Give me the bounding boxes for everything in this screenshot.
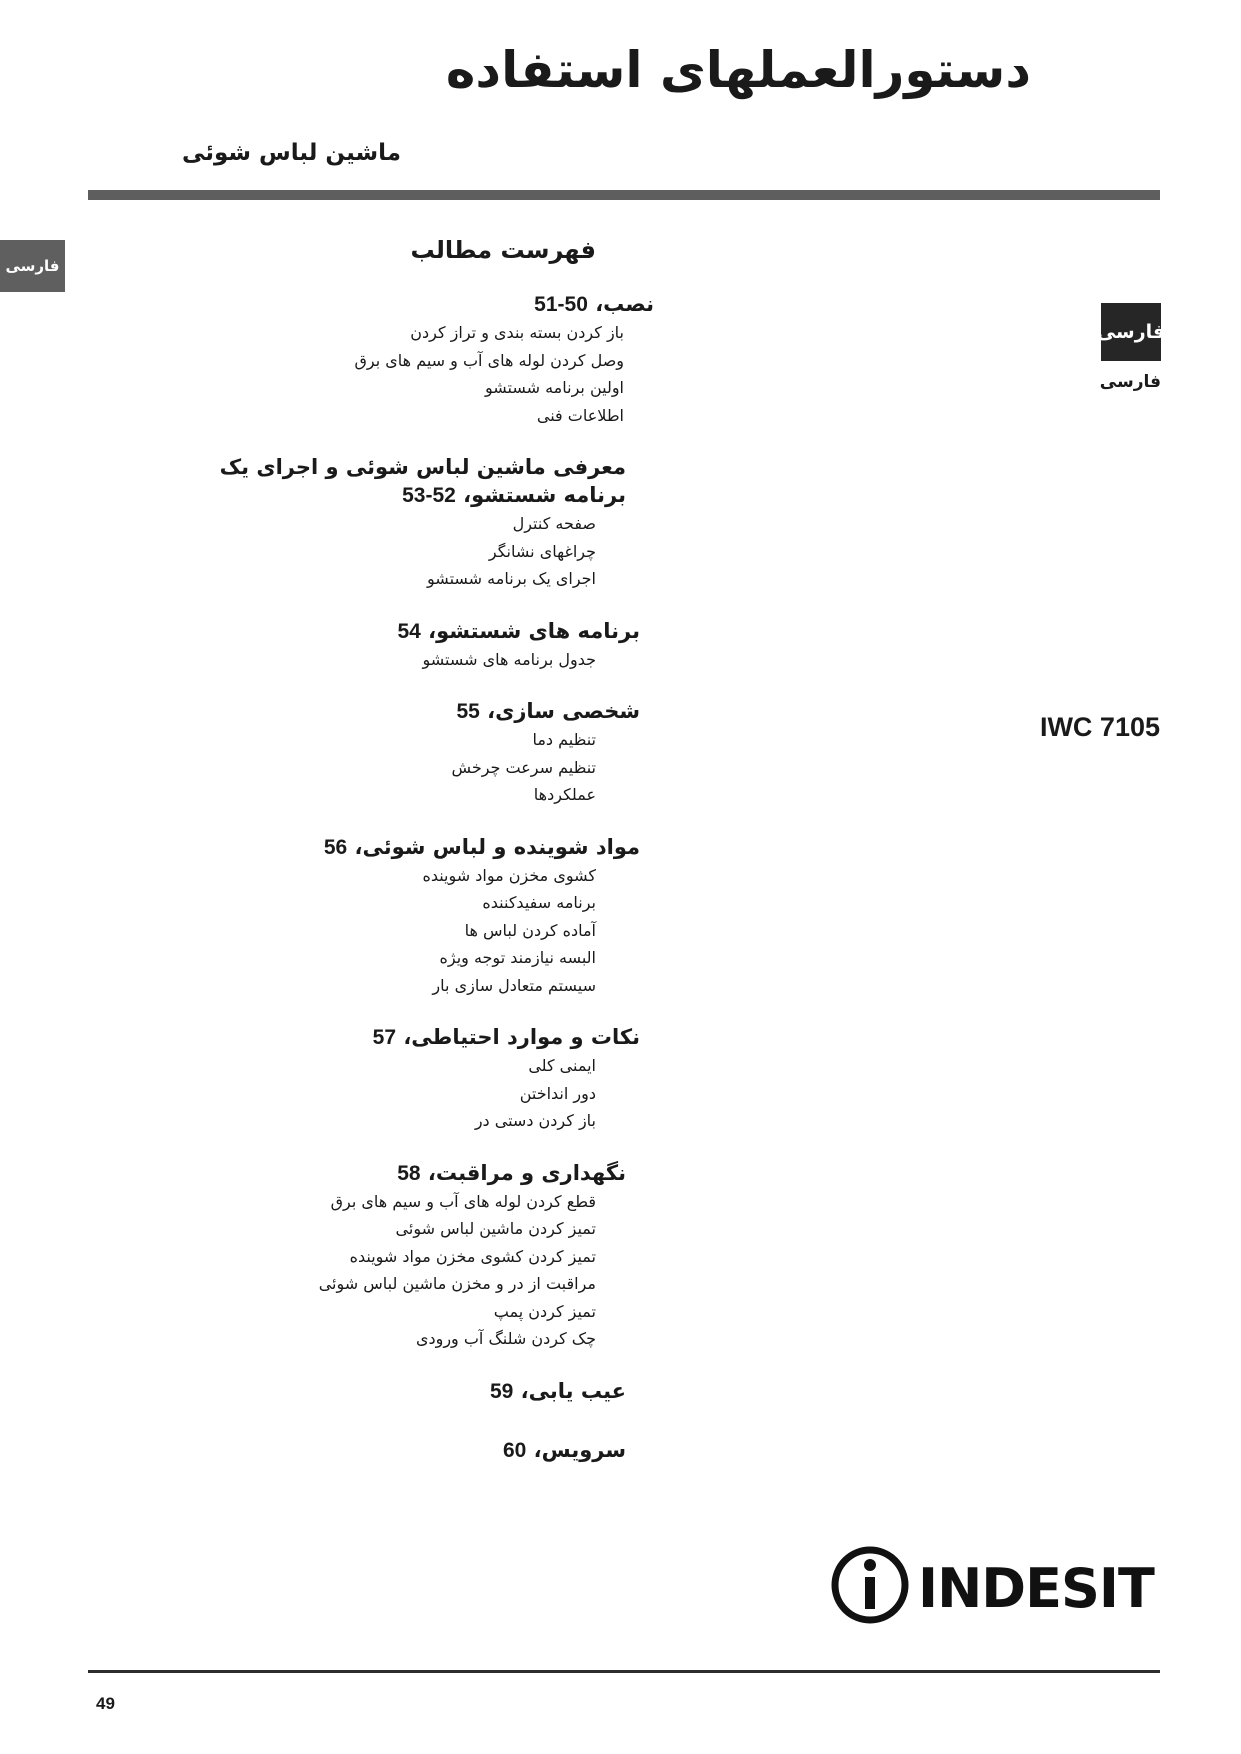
toc-item: باز کردن دستی در [474,1111,596,1130]
toc-item: اجرای یک برنامه شستشو [427,569,596,588]
toc-item: برنامه سفیدکننده [482,893,596,912]
toc-section-page: 54 [397,619,421,643]
page-number: 49 [96,1694,115,1713]
toc-item: وصل کردن لوله های آب و سیم های برق [354,350,624,370]
toc-section-title: برنامه های شستشو، 54 [397,618,640,643]
toc-items [26,510,626,593]
toc-item: مراقبت از در و مخزن ماشین لباس شوئی [318,1274,596,1293]
document-title: دستورالعملهای استفاده [445,41,1031,99]
toc-items [26,862,640,1000]
toc-items [26,646,640,674]
toc-items [26,319,654,429]
toc-item: ایمنی کلی [528,1056,596,1075]
document-subtitle: ماشین لباس شوئی [182,140,401,166]
toc-section-title: نکات و موارد احتیاطی، 57 [372,1025,640,1049]
toc-item: باز کردن بسته بندی و تراز کردن [410,323,624,342]
toc-section-title: عیب یابی، 59 [489,1378,626,1403]
toc-section-page: 57 [372,1026,397,1049]
toc-item: تمیز کردن ماشین لباس شوئی [395,1219,596,1238]
toc-section-page: 59 [489,1379,514,1403]
toc-item: عملکردها [533,785,596,804]
table-of-contents [26,290,654,1489]
toc-section-page: 56 [323,835,348,859]
toc-item: تنظیم سرعت چرخش [451,757,596,777]
toc-item: کشوی مخزن مواد شوینده [422,865,596,885]
footer-divider [88,1670,1160,1673]
toc-item: البسه نیازمند توجه ویژه [439,948,596,967]
language-side-tab: فارسی [0,240,65,292]
toc-section [26,833,640,1000]
toc-section [26,1436,626,1465]
toc-item: تنظیم دما [532,730,596,749]
toc-section-page: 58 [397,1161,421,1185]
toc-section [26,617,640,674]
toc-item: چک کردن شلنگ آب ورودی [415,1329,596,1348]
toc-section-title: نگهداری و مراقبت، 58 [397,1160,626,1185]
toc-items [26,1188,626,1353]
toc-items [26,726,640,809]
toc-item: تمیز کردن پمپ [493,1301,596,1321]
toc-section-title: شخصی سازی، 55 [456,699,640,723]
toc-item: اولین برنامه شستشو [484,378,624,397]
toc-section [26,1377,626,1406]
toc-item: آماده کردن لباس ها [464,920,596,940]
toc-section [26,290,654,429]
toc-item: اطلاعات فنی [536,405,624,425]
header-divider [88,190,1160,200]
toc-section-title: نصب، 50-51 [534,292,654,316]
toc-section-title: سرویس، 60 [503,1437,626,1462]
toc-item: صفحه کنترل [512,514,596,533]
toc-item: قطع کردن لوله های آب و سیم های برق [330,1191,596,1211]
toc-item: چراغهای نشانگر [488,541,596,561]
toc-section [26,1023,640,1135]
indesit-logo [830,1540,1160,1634]
toc-section-page: 60 [503,1438,527,1462]
toc-item: جدول برنامه های شستشو [422,649,596,669]
toc-section [26,1159,626,1353]
toc-items [26,1052,640,1135]
toc-section-page: 55 [456,700,480,723]
toc-item: دور انداختن [519,1083,596,1103]
toc-item: سیستم متعادل سازی بار [432,975,596,995]
toc-title: فهرست مطالب [410,236,596,264]
toc-item: تمیز کردن کشوی مخزن مواد شوینده [349,1246,596,1266]
toc-section [26,697,640,809]
toc-section-title: معرفی ماشین لباس شوئی و اجرای یک برنامه شستشو، 52-53 [219,455,626,507]
language-label: فارسی [1099,372,1161,392]
toc-section-page: 50-51 [534,293,588,316]
toc-section-title: مواد شوینده و لباس شوئی، 56 [323,834,640,859]
svg-text:INDESIT: INDESIT [918,1557,1154,1620]
model-number: IWC 7105 [1039,712,1160,742]
toc-section [26,453,626,593]
language-badge: فارسی [1101,303,1161,361]
toc-section-page: 52-53 [402,484,456,507]
